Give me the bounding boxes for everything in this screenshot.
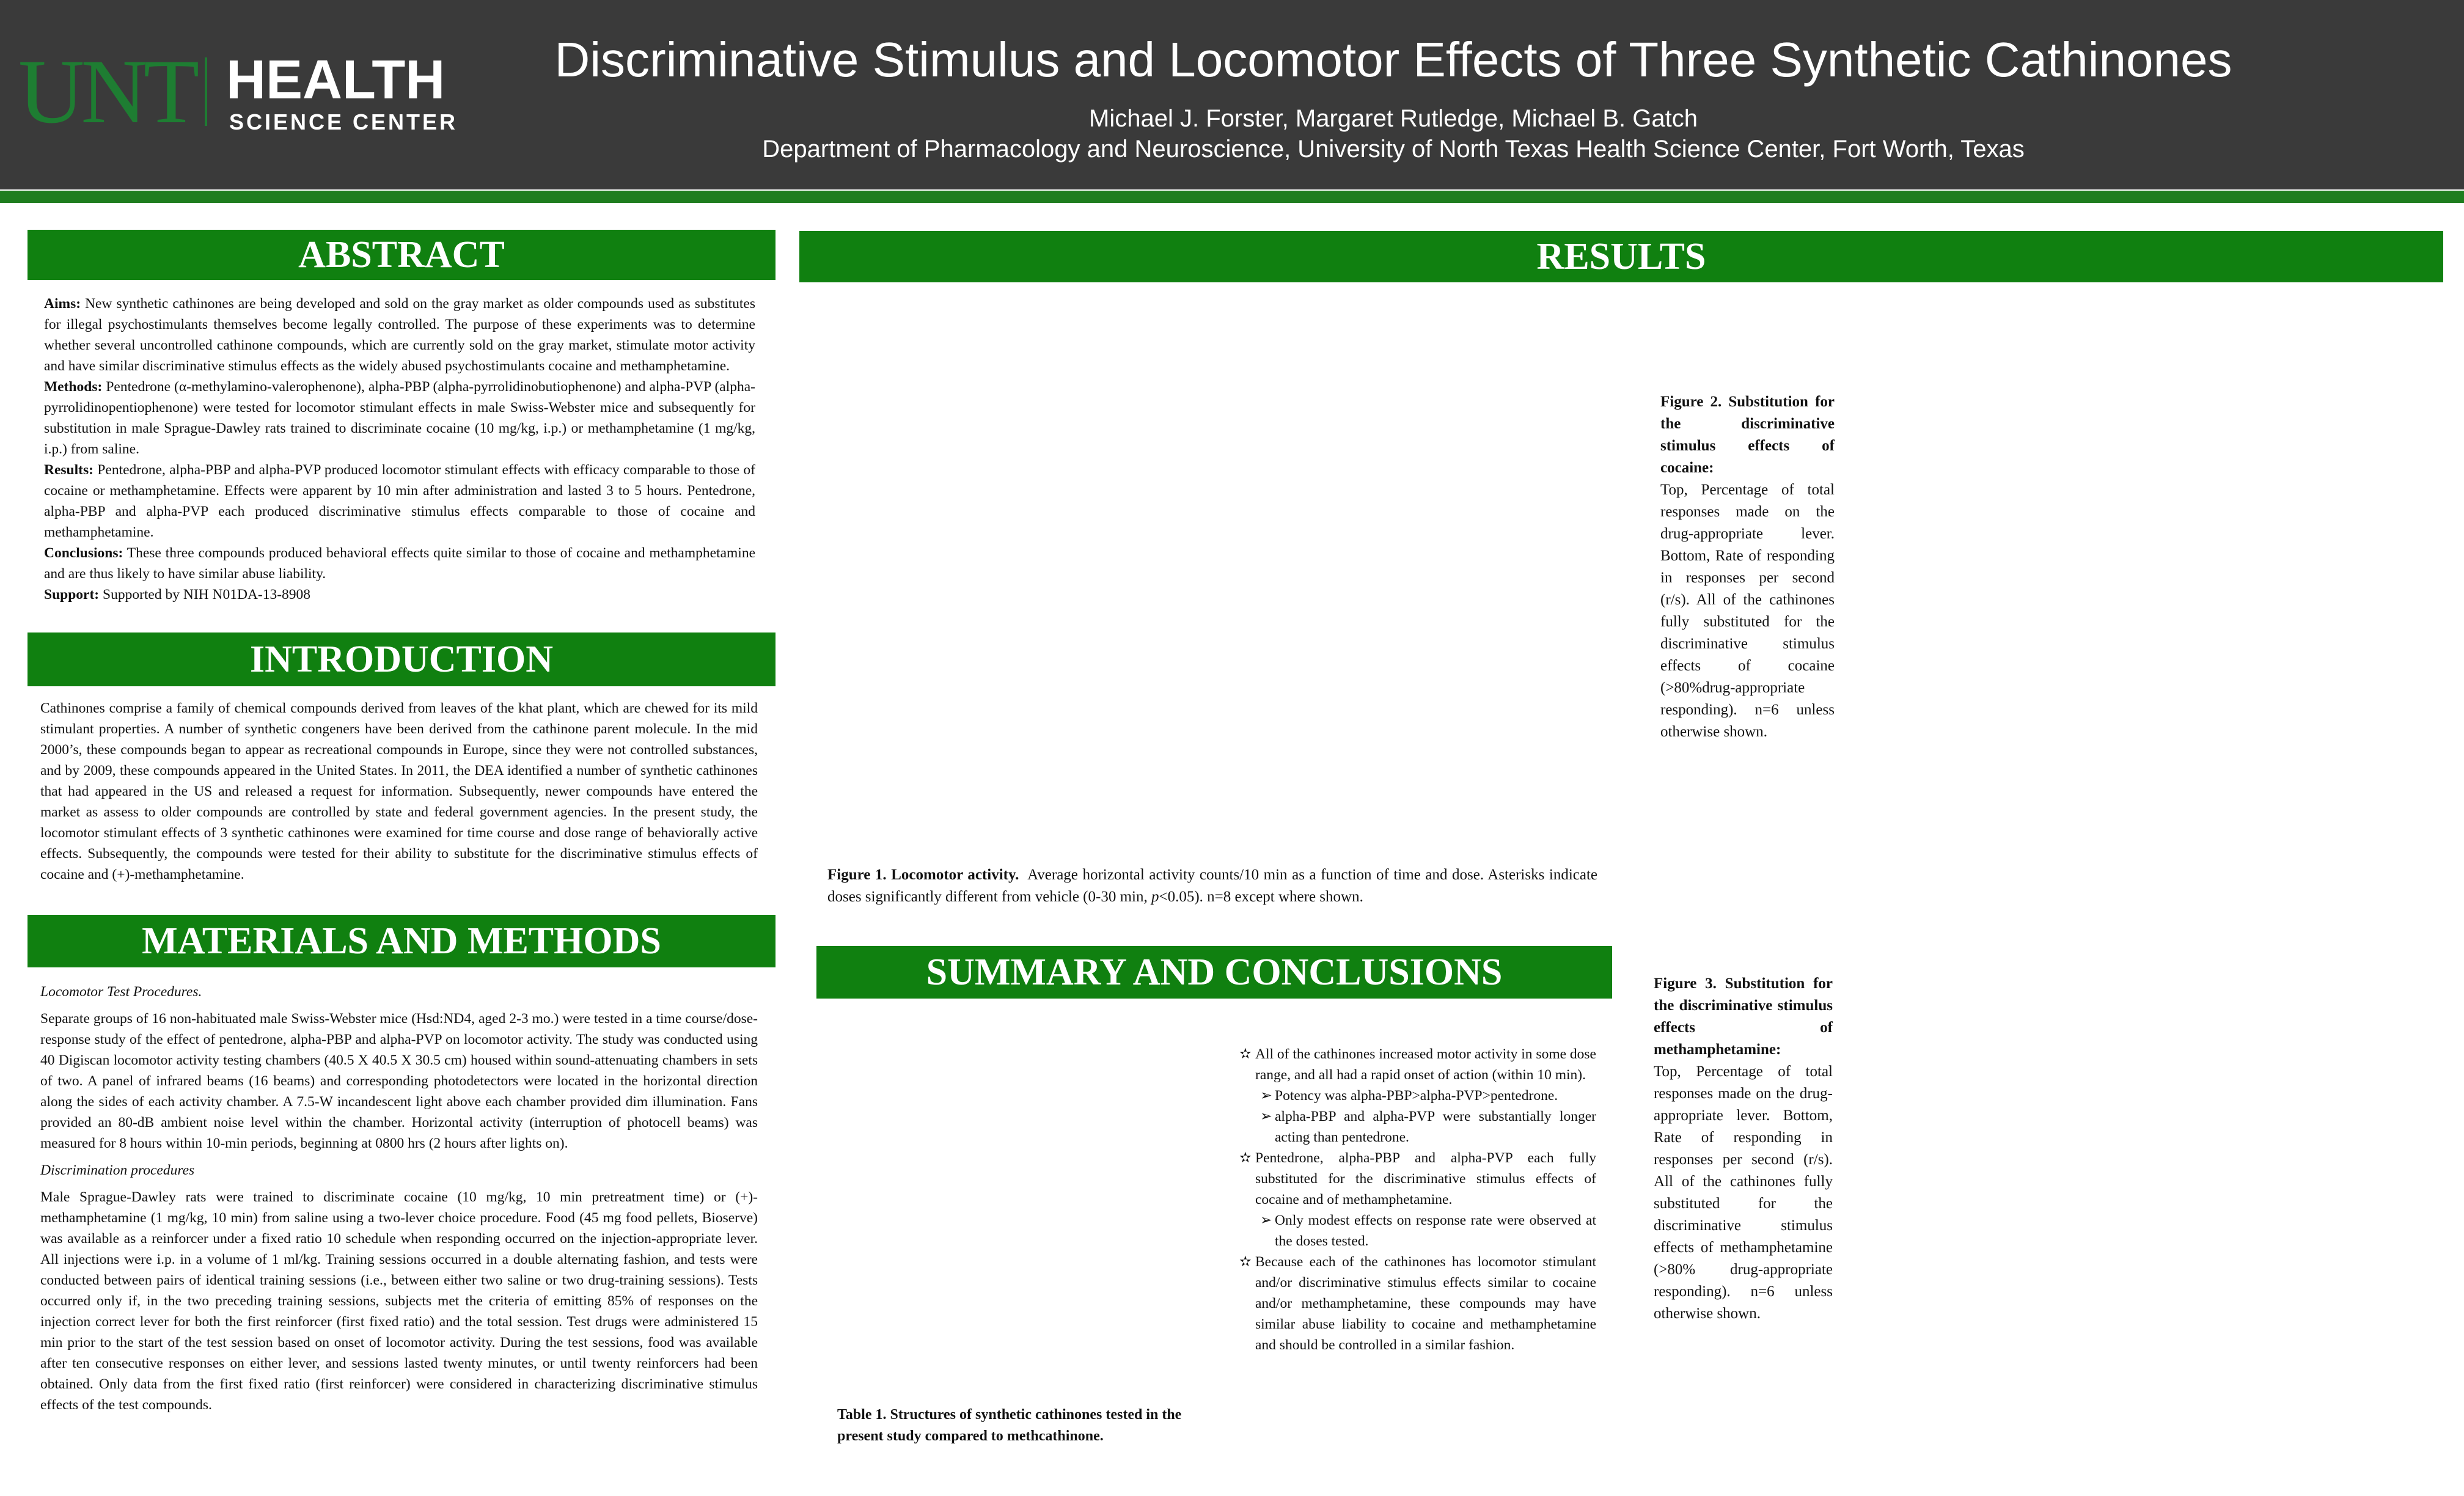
- abstract-conclusions: Conclusions: These three compounds produced behavioral effects quite similar to those of cocaine and methamphetamine and are thus likely to have similar abuse liability.: [44, 545, 755, 582]
- arrow-icon: ➢: [1260, 1109, 1272, 1124]
- figure-3-caption: Figure 3. Substitution for the discriminative stimulus effects of methamphetamine: Top, Percentage of total responses made on the drug-appropriate lever. Bottom, Rate of responding in responses per second (r/s). All of the cathinones fully substituted for the discriminative stimulus effects of methamphetamine (>80% drug-appropriate responding). n=6 unless otherwise shown.: [1654, 975, 1833, 1322]
- summary-subbullet-2a: ➢ Only modest effects on response rate were observed at the doses tested.: [1239, 1210, 1596, 1252]
- abstract-methods: Methods: Pentedrone (α-methylamino-valerophenone), alpha-PBP (alpha-pyrrolidinobutiophenone) and alpha-PVP (alpha-pyrrolidinopentiophenone) were tested for locomotor stimulant effects in male Swiss-Webster mice and subsequently for substitution in male Sprague-Dawley rats trained to discriminate cocaine (10 mg/kg, i.p.) or methamphetamine (1 mg/kg, i.p.) from saline.: [44, 379, 755, 457]
- abstract-results: Results: Pentedrone, alpha-PBP and alpha-PVP produced locomotor stimulant effects with efficacy comparable to those of cocaine or methamphetamine. Effects were apparent by 10 min after administration and lasted 3 to 5 hours. Pentedrone, alpha-PBP and alpha-PVP each produced discriminative stimulus effects comparable to those of cocaine and methamphetamine.: [44, 462, 755, 540]
- poster-authors: Michael J. Forster, Margaret Rutledge, Michael B. Gatch: [1089, 105, 1698, 132]
- figure-1-caption: Figure 1. Locomotor activity. Average horizontal activity counts/10 min as a function of time and dose. Asterisks indicate doses significantly different from vehicle (0-30 min, p<0.05). n=8 except where shown.: [827, 867, 1598, 905]
- poster-affiliation: Department of Pharmacology and Neuroscience, University of North Texas Health Science Center, Fort Worth, Texas: [762, 136, 2025, 163]
- summary-bullet-3: ✫ Because each of the cathinones has locomotor stimulant and/or discriminative stimulus effects similar to cocaine and/or methamphetamine, these compounds may have similar abuse liability to cocaine and methamphetamine and should be controlled in a similar fashion.: [1239, 1252, 1596, 1355]
- results-heading: RESULTS: [799, 231, 2443, 282]
- table-1-caption: Table 1. Structures of synthetic cathinones tested in the present study compared to methcathinone.: [837, 1407, 1182, 1444]
- logo-science-center: SCIENCE CENTER: [229, 109, 458, 134]
- arrow-icon: ➢: [1260, 1088, 1272, 1104]
- methods-heading: MATERIALS AND METHODS: [28, 915, 776, 967]
- methods-locomotor-text: Separate groups of 16 non-habituated male Swiss-Webster mice (Hsd:ND4, aged 2-3 mo.) were tested in a time course/dose-response study of the effect of pentedrone, alpha-PBP and alpha-PVP on locomotor activity. The study was conducted using 40 Digiscan locomotor activity testing chambers (40.5 X 40.5 X 30.5 cm) housed within sound-attenuating chambers in sets of two. A panel of infrared beams (16 beams) and corresponding photodetectors were located in the horizontal direction along the sides of each activity chamber. A 7.5-W incandescent light above each chamber provided dim illumination. Fans provided an 80-dB ambient noise level within the chamber. Horizontal activity (interruption of photocell beams) was measured for 8 hours within 10-min periods, beginning at 0800 hrs (2 hours after lights on).: [40, 1011, 758, 1151]
- star-icon: ✫: [1239, 1150, 1252, 1166]
- abstract-support: Support: Supported by NIH N01DA-13-8908: [44, 587, 311, 603]
- arrow-icon: ➢: [1260, 1212, 1272, 1228]
- methods-body: [40, 981, 758, 1415]
- introduction-text: Cathinones comprise a family of chemical compounds derived from leaves of the khat plant, which are chewed for its mild stimulant properties. A number of synthetic congeners have been derived from the cathinone parent molecule. In the mid 2000’s, these compounds began to appear as recreational compounds in Europe, since they were not controlled substances, and by 2009, these compounds appeared in the United States. In 2011, the DEA identified a number of synthetic cathinones that had appeared in the US and released a request for information. Subsequently, newer compounds have entered the market as assess to older compounds are controlled by state and federal government agencies. In the present study, the locomotor stimulant effects of 3 synthetic cathinones were examined for time course and dose range of behaviorally active effects. Subsequently, the compounds were tested for their ability to substitute for the discriminative stimulus effects of cocaine and (+)-methamphetamine.: [40, 700, 758, 882]
- logo-divider: [205, 57, 207, 126]
- summary-bullet-1: ✫ All of the cathinones increased motor activity in some dose range, and all had a rapid onset of action (within 10 min).: [1239, 1044, 1596, 1085]
- introduction-heading: INTRODUCTION: [28, 632, 776, 686]
- header-accent-line: [0, 191, 2464, 203]
- logo-unt: UNT: [18, 41, 196, 142]
- summary-list: [1239, 1044, 1596, 1355]
- summary-subbullet-1b: ➢ alpha-PBP and alpha-PVP were substantially longer acting than pentedrone.: [1239, 1106, 1596, 1148]
- introduction-body: [40, 698, 758, 885]
- logo-health: HEALTH: [226, 50, 446, 111]
- methods-discrimination-text: Male Sprague-Dawley rats were trained to discriminate cocaine (10 mg/kg, 10 min pretreatment time) or (+)-methamphetamine (1 mg/kg, 10 min) from saline using a two-lever choice procedure. Food (45 mg food pellets, Bioserve) was available as a reinforcer under a fixed ratio 10 schedule when responding occurred on the injection-appropriate lever. All injections were i.p. in a volume of 1 ml/kg. Training sessions occurred in a double alternating fashion, and tests were conducted between pairs of identical training sessions (i.e., between either two saline or two drug-training sessions). Tests occurred only if, in the two preceding training sessions, subjects met the criteria of emitting 85% of responses on the injection correct lever for both the first reinforcer (first fixed ratio) and the total session. Test drugs were administered 15 min prior to the start of the test session based on onset of locomotor activity. During the test sessions, food was available after ten consecutive responses on either lever, and sessions lasted twenty minutes, or until twenty reinforcers had been obtained. Only data from the first fixed ratio (first reinforcer) were considered in characterizing discriminative stimulus effects of the test compounds.: [40, 1189, 758, 1413]
- star-icon: ✫: [1239, 1254, 1252, 1270]
- star-icon: ✫: [1239, 1046, 1252, 1062]
- summary-heading: SUMMARY AND CONCLUSIONS: [816, 946, 1612, 999]
- header-banner: [0, 0, 2464, 189]
- methods-subheading-discrimination: Discrimination procedures: [40, 1162, 195, 1178]
- poster-title: Discriminative Stimulus and Locomotor Effects of Three Synthetic Cathinones: [554, 32, 2232, 87]
- abstract-heading: ABSTRACT: [28, 230, 776, 280]
- summary-bullet-2: ✫ Pentedrone, alpha-PBP and alpha-PVP each fully substituted for the discriminative stimulus effects of cocaine and of methamphetamine.: [1239, 1148, 1596, 1210]
- figure-2-caption: Figure 2. Substitution for the discriminative stimulus effects of cocaine: Top, Percentage of total responses made on the drug-appropriate lever. Bottom, Rate of responding in responses per second (r/s). All of the cathinones fully substituted for the discriminative stimulus effects of cocaine (>80%drug-appropriate responding). n=6 unless otherwise shown.: [1660, 394, 1835, 740]
- abstract-aims: Aims: New synthetic cathinones are being developed and sold on the gray market as older compounds used as substitutes for illegal psychostimulants themselves become legally controlled. The purpose of these experiments was to determine whether several uncontrolled cathinone compounds, which are currently sold on the gray market, stimulate motor activity and have similar discriminative stimulus effects as the widely abused psychostimulants cocaine and methamphetamine.: [44, 296, 756, 374]
- abstract-body: [44, 293, 755, 605]
- summary-subbullet-1a: ➢ Potency was alpha-PBP>alpha-PVP>pentedrone.: [1239, 1085, 1596, 1106]
- methods-subheading-locomotor: Locomotor Test Procedures.: [40, 984, 202, 1000]
